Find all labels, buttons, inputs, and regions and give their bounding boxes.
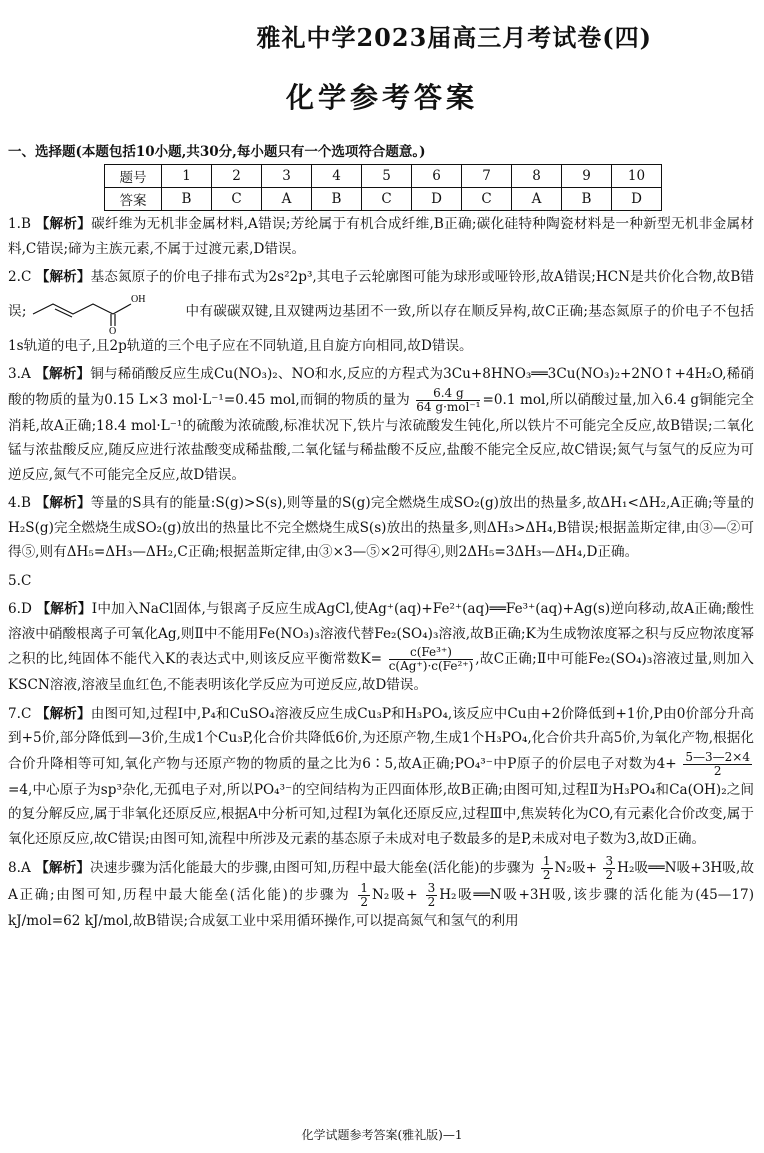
answer-1: 1.B 【解析】碳纤维为无机非金属材料,A错误;芳纶属于有机合成纤维,B正确;碳化硅特种陶瓷材料是一种新型无机非金属材料,C错误;碲为主族元素,不属于过渡元素,D错误。 — [8, 216, 755, 257]
table-cell: 6 — [412, 165, 462, 188]
answer-7: 7.C 【解析】由图可知,过程Ⅰ中,P₄和CuSO₄溶液反应生成Cu₃P和H₃PO₄,该反应中Cu由+2价降低到+1价,P由0价部分升高到+5价,部分降低到—3价,生成1个Cu₃P,化合价共降低6价,为还原产物,生成1个H₃PO₄,化合价共升高5价,为氧化产物,根据化合价升降相等可知,氧化产物与还原产物的物质的量之比为6∶5,故A正确;PO₄³⁻中P原子的价层电子对数为4+ $\frac{5—3—2\times 4}{2}$ =4,中心原子为sp³杂化,无孤电子对,所以PO₄³⁻的空间结构为正四面体形,故B正确;由图可知,过程Ⅱ为H₃PO₄和Ca(OH)₂之间的复分解反应,属于非氧化还原反应,根据A中分析可知,过程Ⅰ为氧化还原反应,过程Ⅲ中,焦炭转化为CO,有元素化合价改变,属于氧化还原反应,故C错误;由图可知,流程中所涉及元素的基态原子未成对电子数最多的是P,未成对电子数为3,故D正确。 — [8, 705, 755, 847]
answer-3: 3.A 【解析】铜与稀硝酸反应生成Cu(NO₃)₂、NO和水,反应的方程式为3Cu+8HNO₃══3Cu(NO₃)₂+2NO↑+4H₂O,稀硝酸的物质的量为0.15 L×3 mol·L⁻¹=0.45 mol,而铜的物质的量为 $\frac{6.4 g}{\text{64 g·mol⁻¹}}$ =0.1 mol,所以硝酸过量,加入6.4 g铜能完全消耗,故A正确;18.4 mol·L⁻¹的硫酸为浓硫酸,标准状况下,铁片与浓硫酸发生钝化,所以铁片不可能完全反应,故B错误;二氧化锰与浓盐酸反应,随反应进行浓盐酸变成稀盐酸,二氧化锰与稀盐酸不反应,盐酸不能完全反应,故C错误;氮气与氢气的反应为可逆反应,氮气不可能完全反应,故D错误。 — [8, 366, 754, 483]
table-cell: 10 — [612, 165, 662, 188]
table-cell: 2 — [212, 165, 262, 188]
table-cell: 8 — [512, 165, 562, 188]
page-footer: 化学试题参考答案(雅礼版)—1 — [301, 1128, 463, 1142]
answer-content — [8, 212, 754, 938]
table-cell: C — [212, 188, 262, 211]
table-cell: D — [612, 188, 662, 211]
answer-2: 2.C 【解析】基态氮原子的价电子排布式为2s²2p³,其电子云轮廓图可能为球形或哑铃形,故A错误;HCN是共价化合物,故B错误; OH O 中有碳碳双键,且双键两边基团不一致,所以存在顺反异构,故C正确;基态氮原子的价电子不包括1s轨道的电子,且2p轨道的三个电子应在不同轨道,且自旋方向相同,故D错误。 — [8, 269, 755, 354]
table-cell: A — [262, 188, 312, 211]
table-cell: 9 — [562, 165, 612, 188]
fraction: $\frac{1}{2}$ — [360, 881, 368, 909]
svg-text:O: O — [108, 325, 117, 334]
fraction: $\frac{3}{2}$ — [427, 881, 436, 909]
svg-text:OH: OH — [130, 293, 146, 305]
table-cell: C — [362, 188, 412, 211]
table-cell: 1 — [162, 165, 212, 188]
table-cell: A — [512, 188, 562, 211]
table-cell: B — [162, 188, 212, 211]
table-row — [105, 188, 662, 211]
section-heading: 一、选择题(本题包括10小题,共30分,每小题只有一个选项符合题意。) — [8, 144, 426, 160]
fraction: $\frac{1}{2}$ — [542, 854, 551, 882]
table-row — [105, 165, 662, 188]
answer-6: 6.D 【解析】Ⅰ中加入NaCl固体,与银离子反应生成AgCl,使Ag⁺(aq)+Fe²⁺(aq)══Fe³⁺(aq)+Ag(s)逆向移动,故A正确;酸性溶液中硝酸根离子可氧化Ag,则Ⅱ中不能用Fe(NO₃)₃溶液代替Fe₂(SO₄)₃溶液,故B正确;K为生成物浓度幂之积与反应物浓度幂之积的比,纯固体不能代入K的表达式中,则该反应平衡常数K= $\frac{\text{c(Fe³⁺)}}{\text{c(Ag⁺)·c(Fe²⁺)}}$ ,故C正确;Ⅱ中可能Fe₂(SO₄)₃溶液过量,则加入KSCN溶液,溶液呈血红色,不能表明该化学反应为可逆反应,故D错误。 — [8, 601, 754, 693]
fraction: $\frac{3}{2}$ — [605, 854, 614, 882]
table-cell: 5 — [362, 165, 412, 188]
answer-5: 5.C — [8, 572, 32, 589]
crotonic-acid-structure — [31, 290, 181, 334]
table-cell: B — [312, 188, 362, 211]
fraction: $\frac{6.4 g}{\text{64 g·mol⁻¹}}$ — [416, 385, 481, 414]
table-cell: C — [462, 188, 512, 211]
page-title: 化学参考答案 — [285, 81, 478, 114]
answer-table — [104, 164, 662, 211]
answer-4: 4.B 【解析】等量的S具有的能量:S(g)>S(s),则等量的S(g)完全燃烧生成SO₂(g)放出的热量多,故ΔH₁<ΔH₂,A正确;等量的H₂S(g)完全燃烧生成SO₂(g)放出的热量比不完全燃烧生成S(s)放出的热量多,则ΔH₃>ΔH₄,B错误;根据盖斯定律,由③—②可得⑤,则有ΔH₅=ΔH₃—ΔH₂,C正确;根据盖斯定律,由③×3—⑤×2可得④,则2ΔH₅=3ΔH₃—ΔH₄,D正确。 — [8, 495, 754, 560]
table-cell: B — [562, 188, 612, 211]
row-label-answer: 答案 — [105, 188, 162, 211]
row-label-number: 题号 — [105, 165, 162, 188]
fraction: $\frac{5—3—2\times 4}{2}$ — [685, 749, 750, 778]
table-cell: 4 — [312, 165, 362, 188]
table-cell: D — [412, 188, 462, 211]
exam-header: 雅礼中学2023届高三月考试卷(四) — [256, 23, 652, 52]
table-cell: 7 — [462, 165, 512, 188]
fraction: $\frac{\text{c(Fe³⁺)}}{\text{c(Ag⁺)·c(Fe²⁺)}}$ — [388, 645, 474, 673]
table-cell: 3 — [262, 165, 312, 188]
answer-8: 8.A 【解析】决速步骤为活化能最大的步骤,由图可知,历程中最大能垒(活化能)的步骤为 $\frac{1}{2}$ N₂吸+ $\frac{3}{2}$ H₂吸══N吸+3H吸,故A正确;由图可知,历程中最大能垒(活化能)的步骤为 $\frac{1}{2}$ N₂吸+ $\frac{3}{2}$ H₂吸══N吸+3H吸,该步骤的活化能为(45—17) kJ/mol=62 kJ/mol,故B错误;合成氨工业中采用循环操作,可以提高氮气和氢气的利用 — [8, 854, 755, 929]
